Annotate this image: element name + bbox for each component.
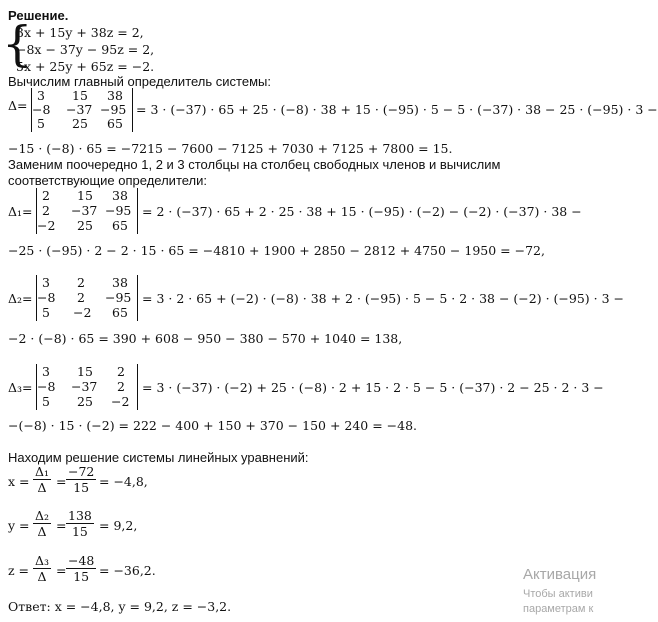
matrix-cell: −2 <box>73 305 92 320</box>
z-result: = −36,2. <box>99 563 156 578</box>
matrix-cell: 15 <box>77 188 93 203</box>
delta3-expansion-line-1: = 3 · (−37) · (−2) + 25 · (−8) · 2 + 15 · 2 · 5 − 5 · (−37) · 2 − 25 · 2 · 3 − <box>142 380 604 395</box>
matrix-cell: 2 <box>42 188 50 203</box>
replace-text-line-2: соответствующие определители: <box>8 173 208 188</box>
activation-watermark-title: Активация <box>523 566 597 583</box>
matrix-cell: 2 <box>117 379 125 394</box>
delta2-label: Δ₂= <box>8 291 33 306</box>
matrix-cell: −95 <box>105 203 132 218</box>
delta-label: Δ= <box>8 98 28 113</box>
delta3-determinant <box>36 364 138 410</box>
x-fraction-numeric <box>66 464 96 495</box>
delta2-expansion-line-1: = 3 · 2 · 65 + (−2) · (−8) · 38 + 2 · (−95) · 5 − 5 · 2 · 38 − (−2) · (−95) · 3 − <box>142 291 624 306</box>
delta3-label: Δ₃= <box>8 380 33 395</box>
matrix-cell: 15 <box>72 88 88 103</box>
matrix-cell: 38 <box>112 188 128 203</box>
delta1-expansion-line-2: −25 · (−95) · 2 − 2 · 15 · 65 = −4810 + 1900 + 2850 − 2812 + 4750 − 1950 = −72, <box>8 243 545 258</box>
matrix-cell: 3 <box>42 364 50 379</box>
main-det-heading: Вычислим главный определитель системы: <box>8 74 271 89</box>
equation-3: 5x + 25y + 65z = −2. <box>16 59 155 74</box>
matrix-cell: −8 <box>37 379 56 394</box>
fraction-denominator: 15 <box>73 480 90 495</box>
matrix-cell: 5 <box>37 116 45 131</box>
matrix-cell: 38 <box>107 88 123 103</box>
equation-1: 3x + 15y + 38z = 2, <box>16 25 144 40</box>
matrix-cell: 5 <box>42 305 50 320</box>
delta1-expansion-line-1: = 2 · (−37) · 65 + 2 · 25 · 38 + 15 · (−95) · (−2) − (−2) · (−37) · 38 − <box>142 204 582 219</box>
y-fraction-numeric <box>66 508 94 539</box>
main-determinant <box>31 88 133 132</box>
matrix-cell: −37 <box>71 379 98 394</box>
matrix-cell: 2 <box>77 275 85 290</box>
x-lhs: x = <box>8 474 30 489</box>
answer-line: Ответ: x = −4,8, y = 9,2, z = −3,2. <box>8 599 232 614</box>
z-lhs: z = <box>8 563 30 578</box>
activation-watermark-line-2: параметрам к <box>523 603 594 615</box>
matrix-cell: 25 <box>77 394 93 409</box>
matrix-cell: −95 <box>100 102 127 117</box>
delta2-expansion-line-2: −2 · (−8) · 65 = 390 + 608 − 950 − 380 − 570 + 1040 = 138, <box>8 331 403 346</box>
matrix-cell: −95 <box>105 290 132 305</box>
activation-watermark-line-1: Чтобы активи <box>523 588 593 600</box>
fraction-denominator: 15 <box>71 524 88 539</box>
delta2-determinant <box>36 275 138 321</box>
matrix-cell: 2 <box>42 203 50 218</box>
delta1-determinant <box>36 188 138 234</box>
system-brace: { <box>2 16 33 72</box>
fraction-numerator: −72 <box>68 464 95 479</box>
matrix-cell: −8 <box>37 290 56 305</box>
z-equals: = <box>56 563 67 578</box>
delta3-expansion-line-2: −(−8) · 15 · (−2) = 222 − 400 + 150 + 370 − 150 + 240 = −48. <box>8 418 418 433</box>
x-result: = −4,8, <box>99 474 148 489</box>
matrix-cell: −8 <box>32 102 51 117</box>
z-fraction-numeric <box>66 553 96 584</box>
delta1-label: Δ₁= <box>8 204 33 219</box>
y-fraction-symbolic <box>33 508 51 539</box>
matrix-cell: 25 <box>72 116 88 131</box>
fraction-numerator: Δ₃ <box>35 553 50 568</box>
y-result: = 9,2, <box>99 518 138 533</box>
fraction-denominator: Δ <box>37 524 47 539</box>
page-title: Решение. <box>8 8 69 23</box>
matrix-cell: 38 <box>112 275 128 290</box>
matrix-cell: 2 <box>77 290 85 305</box>
x-equals: = <box>56 474 67 489</box>
equation-2: −8x − 37y − 95z = 2, <box>16 42 155 57</box>
fraction-denominator: Δ <box>37 569 47 584</box>
fraction-numerator: Δ₁ <box>35 464 50 479</box>
fraction-numerator: 138 <box>68 508 92 523</box>
matrix-cell: 5 <box>42 394 50 409</box>
matrix-cell: 2 <box>117 364 125 379</box>
y-equals: = <box>56 518 67 533</box>
matrix-cell: 3 <box>42 275 50 290</box>
fraction-denominator: 15 <box>73 569 90 584</box>
matrix-cell: 65 <box>107 116 123 131</box>
matrix-cell: 65 <box>112 305 128 320</box>
matrix-cell: 3 <box>37 88 45 103</box>
fraction-denominator: Δ <box>37 480 47 495</box>
fraction-numerator: Δ₂ <box>35 508 50 523</box>
solution-heading: Находим решение системы линейных уравнений: <box>8 450 309 465</box>
x-fraction-symbolic <box>33 464 51 495</box>
main-expansion-line-2: −15 · (−8) · 65 = −7215 − 7600 − 7125 + 7030 + 7125 + 7800 = 15. <box>8 141 453 156</box>
matrix-cell: −2 <box>37 218 56 233</box>
y-lhs: y = <box>8 518 30 533</box>
matrix-cell: −2 <box>111 394 130 409</box>
matrix-cell: −37 <box>66 102 93 117</box>
main-expansion-line-1: = 3 · (−37) · 65 + 25 · (−8) · 38 + 15 · (−95) · 5 − 5 · (−37) · 38 − 25 · (−95) · 3 − <box>136 102 658 117</box>
replace-text-line-1: Заменим поочередно 1, 2 и 3 столбцы на столбец свободных членов и вычислим <box>8 157 501 172</box>
z-fraction-symbolic <box>33 553 51 584</box>
matrix-cell: −37 <box>71 203 98 218</box>
fraction-numerator: −48 <box>68 553 95 568</box>
matrix-cell: 25 <box>77 218 93 233</box>
matrix-cell: 65 <box>112 218 128 233</box>
matrix-cell: 15 <box>77 364 93 379</box>
